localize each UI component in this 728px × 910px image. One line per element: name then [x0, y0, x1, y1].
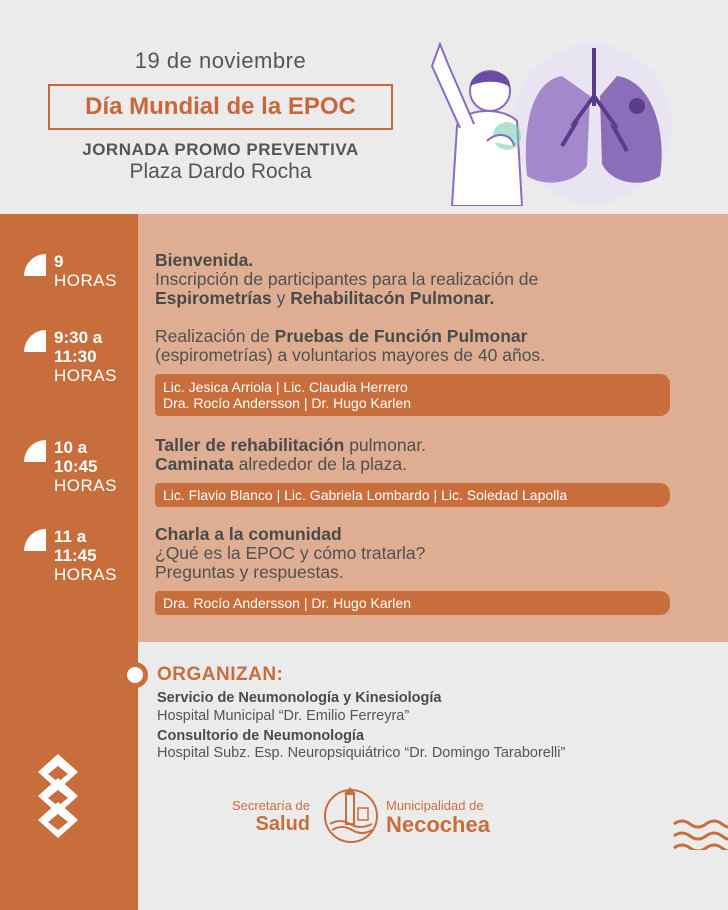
item-description: (espirometrías) a voluntarios mayores de 40 años.: [155, 345, 546, 365]
lungs-illustration-icon: [412, 36, 702, 206]
secretaria-salud-logo: [210, 798, 310, 835]
logo-muni-line2: Necochea: [386, 812, 490, 837]
item-title: Taller de rehabilitación: [155, 435, 345, 455]
time-slot-2: [24, 328, 117, 385]
event-date: 19 de noviembre: [134, 48, 307, 73]
logo-sec-line1: Secretaría de: [231, 798, 310, 813]
schedule-item-2: [155, 327, 695, 365]
municipalidad-logo: [386, 798, 490, 837]
time-slot-4: [24, 527, 117, 584]
item-suffix: alrededor de la plaza.: [233, 454, 407, 474]
item-description: Preguntas y respuestas.: [155, 562, 344, 582]
item-title: Charla a la comunidad: [155, 524, 342, 544]
item-title: Caminata: [155, 454, 234, 474]
time-start: 9:30 a: [54, 328, 103, 347]
time-start: 11 a: [54, 527, 87, 546]
time-unit: HORAS: [54, 565, 117, 584]
staff-line: Dra. Rocío Andersson | Dr. Hugo Karlen: [163, 595, 411, 611]
item-title: Pruebas de Función Pulmonar: [274, 326, 528, 346]
event-subtitle: JORNADA PROMO PREVENTIVA: [82, 140, 359, 159]
logo-muni-line1: Municipalidad de: [386, 798, 484, 813]
organizers-title: ORGANIZAN:: [157, 664, 284, 685]
organizer-2-place: Hospital Subz. Esp. Neuropsiquiátrico “Dr. Domingo Taraborelli”: [157, 745, 566, 761]
time-start: 10 a: [54, 438, 88, 457]
staff-pill-2: [155, 374, 670, 416]
header-section: [0, 0, 728, 214]
organizer-1-place: Hospital Municipal “Dr. Emilio Ferreyra”: [157, 708, 410, 724]
quarter-circle-icon: [24, 529, 46, 551]
municipal-seal-icon: [322, 784, 380, 844]
schedule-item-1: [155, 251, 695, 308]
item-connector: y: [271, 288, 291, 308]
event-title: Día Mundial de la EPOC: [48, 84, 393, 130]
event-location: Plaza Dardo Rocha: [129, 160, 312, 183]
time-slot-1: [24, 252, 117, 290]
time-unit: HORAS: [54, 271, 117, 290]
staff-pill-4: [155, 591, 670, 615]
staff-line: Dra. Rocío Andersson | Dr. Hugo Karlen: [163, 395, 411, 411]
time-hour: 9: [54, 252, 64, 271]
time-slot-3: [24, 438, 117, 495]
item-prefix: Realización de: [155, 326, 275, 346]
schedule-item-4: [155, 525, 695, 582]
time-end: 10:45: [54, 457, 98, 476]
logo-sec-line2: Salud: [255, 813, 310, 835]
quarter-circle-icon: [24, 440, 46, 462]
quarter-circle-icon: [24, 330, 46, 352]
organizer-2-name: Consultorio de Neumonología: [157, 728, 365, 744]
waves-icon: [672, 816, 728, 850]
item-description: ¿Qué es la EPOC y cómo tratarla?: [155, 543, 426, 563]
item-highlight: Rehabilitacón Pulmonar.: [290, 288, 495, 308]
time-unit: HORAS: [54, 476, 117, 495]
schedule-item-3: [155, 436, 695, 474]
time-unit: HORAS: [54, 366, 117, 385]
time-end: 11:45: [54, 546, 97, 565]
item-description: Inscripción de participantes para la realización de: [155, 269, 539, 289]
staff-pill-3: [155, 483, 670, 507]
quarter-circle-icon: [24, 254, 46, 276]
item-title: Bienvenida.: [155, 250, 254, 270]
staff-line: Lic. Jesica Arriola | Lic. Claudia Herrero: [163, 379, 408, 395]
item-suffix: pulmonar.: [344, 435, 427, 455]
time-end: 11:30: [54, 347, 97, 366]
staff-line: Lic. Flavio Blanco | Lic. Gabriela Lombardo | Lic. Soledad Lapolla: [163, 487, 568, 503]
chevrons-icon: [36, 750, 80, 842]
item-highlight: Espirometrías: [155, 288, 272, 308]
organizers-marker-icon: [122, 662, 148, 688]
organizer-1-name: Servicio de Neumonología y Kinesiología: [157, 690, 442, 706]
